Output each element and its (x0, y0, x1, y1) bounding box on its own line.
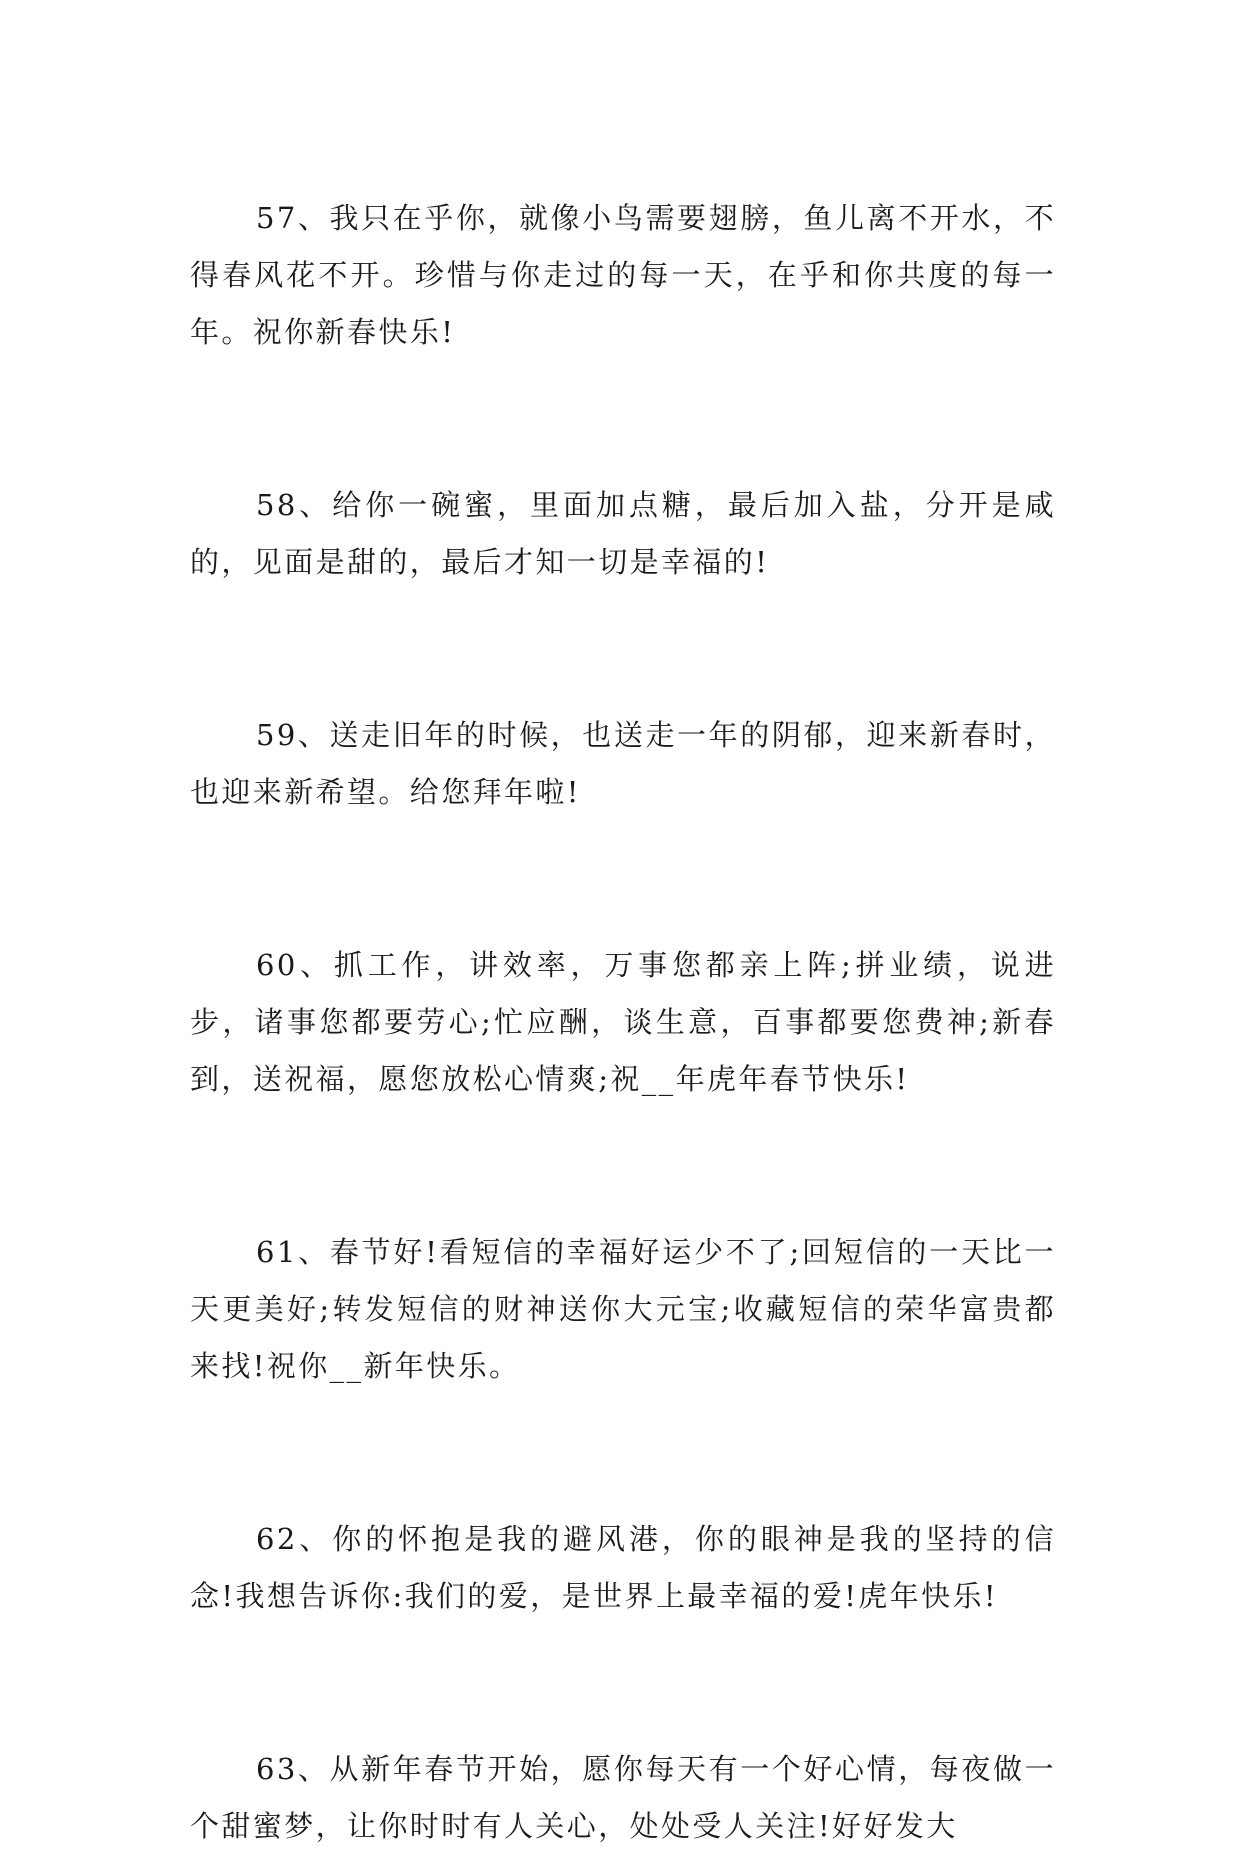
paragraph-59: 59、送走旧年的时候，也送走一年的阴郁，迎来新春时，也迎来新希望。给您拜年啦! (190, 718, 1056, 809)
paragraph-57: 57、我只在乎你，就像小鸟需要翅膀，鱼儿离不开水，不得春风花不开。珍惜与你走过的每一天，在乎和你共度的每一年。祝你新春快乐! (190, 201, 1056, 349)
paragraph-61: 61、春节好!看短信的幸福好运少不了;回短信的一天比一天更美好;转发短信的财神送你大元宝;收藏短信的荣华富贵都来找!祝你__新年快乐。 (190, 1235, 1056, 1383)
paragraph-60: 60、抓工作，讲效率，万事您都亲上阵;拼业绩，说进步，诸事您都要劳心;忙应酬，谈生意，百事都要您费神;新春到，送祝福，愿您放松心情爽;祝__年虎年春节快乐! (190, 948, 1056, 1096)
paragraph-58: 58、给你一碗蜜，里面加点糖，最后加入盐，分开是咸的，见面是甜的，最后才知一切是幸福的! (190, 488, 1056, 579)
document-body (190, 190, 1056, 1855)
paragraph-62: 62、你的怀抱是我的避风港，你的眼神是我的坚持的信念!我想告诉你:我们的爱，是世界上最幸福的爱!虎年快乐! (190, 1522, 1056, 1613)
paragraph-63: 63、从新年春节开始，愿你每天有一个好心情，每夜做一个甜蜜梦，让你时时有人关心，处处受人关注!好好发大 (190, 1752, 1056, 1843)
